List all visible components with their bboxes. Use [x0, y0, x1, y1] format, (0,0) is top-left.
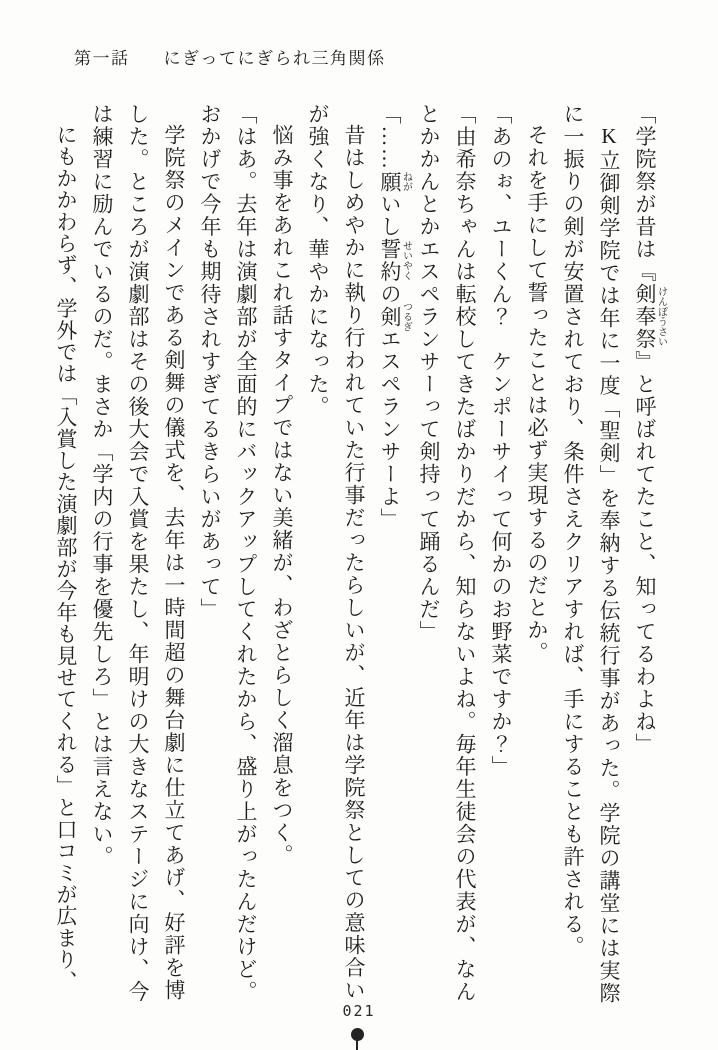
chapter-label: 第一話	[74, 49, 130, 68]
paragraph: 「あのぉ、ユーくん？ ケンポーサイって何かのお野菜ですか？」	[489, 103, 513, 778]
paragraph: 「……願ねがいし誓約せいやくの剣つるぎエスペランサーよ」	[378, 103, 412, 531]
paragraph: 学院祭のメインである剣舞の儀式を、去年は一時間超の舞台劇に仕立てあげ、好評を博した。ところが演劇部はその後大会で入賞を果たし、年明けの大きなステージに向け、今は練習に励んでいるのだ。まさか「学内の行事を優先しろ」とは言えない。	[90, 103, 186, 1003]
page-number: 021	[342, 1002, 376, 1020]
furigana-ruby: 誓約せいやく	[378, 238, 412, 283]
furigana-ruby: 剣つるぎ	[378, 301, 412, 332]
paragraph: 「学院祭が昔は『剣奉祭けんぽうさい』と呼ばれてたこと、知ってるわよね」	[633, 103, 667, 756]
furigana-ruby: 願ねが	[378, 170, 412, 193]
furigana-ruby: 剣奉祭けんぽうさい	[633, 283, 667, 351]
paragraph: K立御剣学院では年に一度「聖剣」を奉納する伝統行事があった。学院の講堂には実際に一振りの剣が安置されており、条件さえクリアすれば、手にすることも許される。	[561, 103, 621, 1005]
paragraph: 「はあ。去年は演劇部が全面的にバックアップしてくれたから、盛り上がったんだけど。おかげで今年も期待されすぎてるきらいがあって」	[198, 103, 258, 1003]
paragraph: にもかかわらず、学外では「入賞した演劇部が今年も見せてくれる」と口コミが広まり、	[54, 124, 78, 992]
page-pin-stem	[356, 1038, 358, 1050]
chapter-title: にぎってにぎられ三角関係	[163, 49, 386, 68]
paragraph: 悩み事をあれこれ話すタイプではない美緒が、わざとらしく溜息をつく。	[270, 124, 294, 867]
chapter-header	[74, 44, 386, 69]
paragraph: 昔はしめやかに執り行われていた行事だったらしいが、近年は学院祭としての意味合いが強くなり、華やかになった。	[306, 103, 366, 1002]
upright-latin: K	[597, 124, 621, 150]
paragraph: 「由希奈ちゃんは転校してきたばかりだから、知らないよね。毎年生徒会の代表が、なんとかかんとかエスペランサーって剣持って踊るんだ」	[417, 103, 477, 1003]
page-text	[48, 103, 666, 1005]
paragraph: それを手にして誓ったことは必ず実現するのだとか。	[525, 124, 549, 664]
